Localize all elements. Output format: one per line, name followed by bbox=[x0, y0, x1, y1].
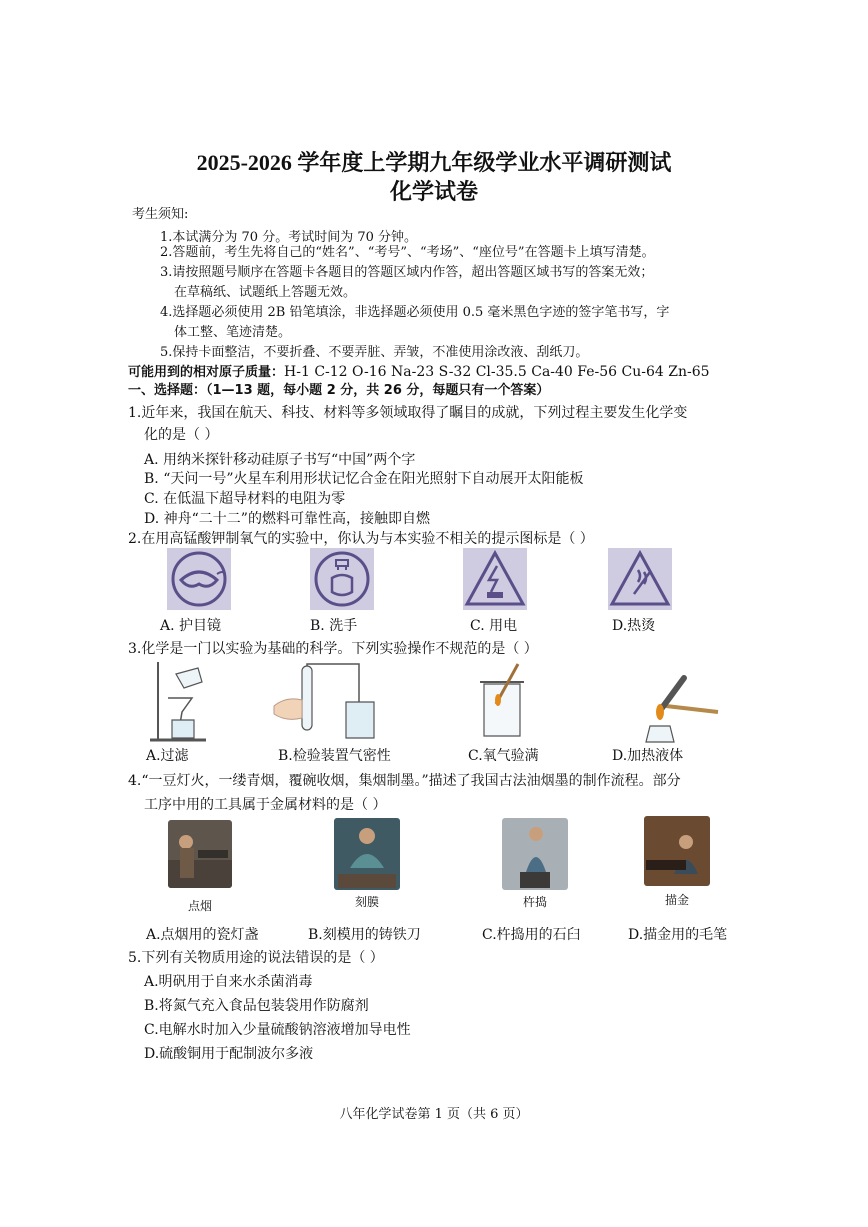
heating-liquid-image bbox=[636, 664, 726, 748]
q2-option-b: B. 洗手 bbox=[310, 618, 358, 634]
filtration-apparatus-image bbox=[146, 658, 216, 748]
hot-surface-icon bbox=[608, 548, 672, 610]
q1-option-d: D. 神舟“二十二”的燃料可靠性高，接触即自燃 bbox=[144, 511, 430, 527]
q3-option-c: C.氧气验满 bbox=[468, 748, 539, 764]
photo-gilding bbox=[644, 816, 710, 886]
q3-option-d: D.加热液体 bbox=[612, 748, 684, 764]
q2-stem: 2.在用高锰酸钾制氧气的实验中，你认为与本实验不相关的提示图标是（ ） bbox=[128, 531, 594, 547]
photo-caption: 杵捣 bbox=[522, 895, 547, 909]
q2-option-d: D.热烫 bbox=[612, 618, 656, 634]
photo-ignite-smoke bbox=[168, 820, 232, 888]
page-title: 2025-2026 学年度上学期九年级学业水平调研测试 bbox=[196, 150, 672, 175]
q1-stem: 1.近年来，我国在航天、科技、材料等多领域取得了瞩目的成就，下列过程主要发生化学变 bbox=[128, 405, 688, 421]
q4-option-c: C.杵捣用的石臼 bbox=[482, 927, 581, 943]
q1-option-b: B. “天问一号”火星车利用形状记忆合金在阳光照射下自动展开太阳能板 bbox=[144, 471, 584, 487]
notice-item: 1.本试满分为 70 分。考试时间为 70 分钟。 bbox=[160, 230, 418, 245]
q5-option-d: D.硫酸铜用于配制波尔多液 bbox=[144, 1046, 314, 1062]
section-heading: 一、选择题：（1—13 题，每小题 2 分，共 26 分，每题只有一个答案） bbox=[128, 383, 550, 398]
notice-heading: 考生须知: bbox=[132, 207, 189, 222]
notice-item: 在草稿纸、试题纸上答题无效。 bbox=[174, 285, 357, 300]
notice-item: 2.答题前，考生先将自己的“姓名”、“考号”、“考场”、“座位号”在答题卡上填写清楚。 bbox=[160, 245, 655, 260]
notice-item: 体工整、笔迹清楚。 bbox=[174, 325, 292, 340]
q1-option-a: A. 用纳米探针移动硅原子书写“中国”两个字 bbox=[144, 452, 416, 468]
q1-option-c: C. 在低温下超导材料的电阻为零 bbox=[144, 491, 346, 507]
page-subtitle: 化学试卷 bbox=[389, 179, 478, 204]
q4-stem-cont: 工序中用的工具属于金属材料的是（ ） bbox=[144, 797, 387, 813]
q4-option-b: B.刻模用的铸铁刀 bbox=[308, 927, 421, 943]
photo-caption: 点烟 bbox=[187, 899, 212, 913]
notice-item: 3.请按照题号顺序在答题卡各题目的答题区域内作答，超出答题区域书写的答案无效； bbox=[160, 265, 654, 280]
q2-option-c: C. 用电 bbox=[470, 618, 518, 634]
atomic-mass-label: 可能用到的相对原子质量： bbox=[128, 365, 285, 380]
q1-stem-cont: 化的是（ ） bbox=[144, 427, 219, 443]
q2-option-a: A. 护目镜 bbox=[160, 618, 222, 634]
electricity-icon bbox=[463, 548, 527, 610]
oxygen-test-image bbox=[474, 660, 534, 748]
airtightness-apparatus-image bbox=[270, 660, 380, 748]
q3-stem: 3.化学是一门以实验为基础的科学。下列实验操作不规范的是（ ） bbox=[128, 641, 538, 657]
q5-option-a: A.明矾用于自来水杀菌消毒 bbox=[144, 974, 313, 990]
atomic-mass-line bbox=[128, 363, 710, 382]
goggles-icon bbox=[167, 548, 231, 610]
atomic-mass-values: H-1 C-12 O-16 Na-23 S-32 Cl-35.5 Ca-40 Fe-56 Cu-64 Zn-65 bbox=[284, 364, 710, 380]
q5-option-b: B.将氮气充入食品包装袋用作防腐剂 bbox=[144, 998, 369, 1014]
q5-stem: 5.下列有关物质用途的说法错误的是（ ） bbox=[128, 950, 384, 966]
q3-option-a: A.过滤 bbox=[146, 748, 189, 764]
q3-option-b: B.检验装置气密性 bbox=[278, 748, 391, 764]
notice-item: 5.保持卡面整洁，不要折叠、不要弄脏、弄皱，不准使用涂改液、刮纸刀。 bbox=[160, 345, 589, 360]
photo-carve-mold bbox=[334, 818, 400, 890]
q4-option-a: A.点烟用的瓷灯盏 bbox=[146, 927, 259, 943]
notice-item: 4.选择题必须使用 2B 铅笔填涂，非选择题必须使用 0.5 毫米黑色字迹的签字笔书写，字 bbox=[160, 305, 670, 320]
q4-option-d: D.描金用的毛笔 bbox=[628, 927, 728, 943]
photo-pestle-pound bbox=[502, 818, 568, 890]
q4-stem: 4.“一豆灯火，一缕青烟，覆碗收烟，集烟制墨。”描述了我国古法油烟墨的制作流程。部分 bbox=[128, 773, 681, 789]
photo-caption: 刻膜 bbox=[354, 895, 379, 909]
q5-option-c: C.电解水时加入少量硫酸钠溶液增加导电性 bbox=[144, 1022, 411, 1038]
hand-wash-icon bbox=[310, 548, 374, 610]
photo-caption: 描金 bbox=[664, 893, 689, 907]
page-footer: 八年化学试卷第 1 页（共 6 页） bbox=[339, 1107, 529, 1122]
